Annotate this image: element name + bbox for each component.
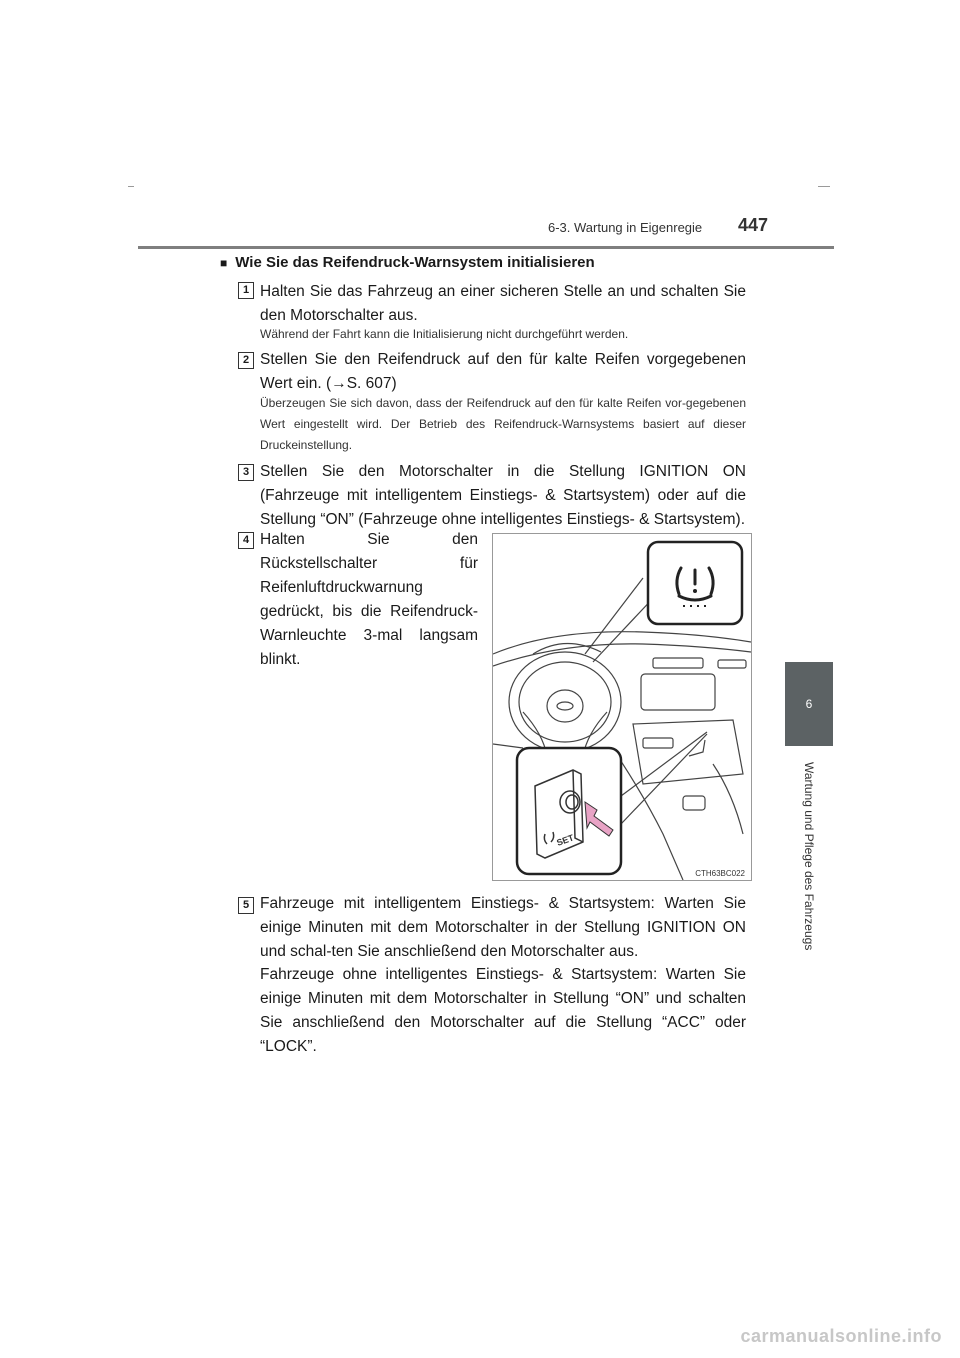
step-3-text: Stellen Sie den Motorschalter in die Stellung IGNITION ON (Fahrzeuge mit intelligentem Einstiegs- & Startsystem) oder auf die Stellung “ON” (Fahrzeuge ohne intelligentes Einstiegs- & Startsystem). bbox=[260, 463, 746, 528]
watermark: carmanualsonline.info bbox=[740, 1326, 942, 1346]
section-heading bbox=[220, 254, 595, 271]
step-5-text: Fahrzeuge mit intelligentem Einstiegs- & Startsystem: Warten Sie einige Minuten mit dem Motorschalter in der Stellung IGNITION ON und schal-ten Sie anschließend den Motorschalter aus. bbox=[260, 895, 746, 960]
step-2-text: Stellen Sie den Reifendruck auf den für kalte Reifen vorgegebenen Wert ein. (→S. 607) bbox=[260, 351, 746, 392]
step-number-2: 2 bbox=[238, 352, 254, 369]
step-5-text-alt: Fahrzeuge ohne intelligentes Einstiegs- & Startsystem: Warten Sie einige Minuten mit dem Motorschalter in Stellung “ON” und schalten Sie anschließend den Motorschalter auf die Stellung “ACC” oder “LOCK”. bbox=[260, 966, 746, 1055]
dashboard-illustration bbox=[492, 533, 752, 881]
step-1-text: Halten Sie das Fahrzeug an einer sicheren Stelle an und schalten Sie den Motorschalter aus. bbox=[260, 283, 746, 324]
page-number: 447 bbox=[738, 215, 769, 235]
chapter-tab: 6 bbox=[785, 662, 833, 746]
set-button-label: SET bbox=[555, 832, 576, 848]
dashboard-drawing bbox=[493, 534, 751, 880]
header-rule bbox=[138, 246, 834, 249]
step-4-text: Halten Sie den Rückstellschalter für Reifenluftdruckwarnung gedrückt, bis die Reifendruck-Warnleuchte 3-mal langsam blinkt. bbox=[260, 531, 478, 668]
step-number-5: 5 bbox=[238, 897, 254, 914]
running-header-section: 6-3. Wartung in Eigenregie bbox=[548, 220, 703, 235]
step-number-3: 3 bbox=[238, 464, 254, 481]
chapter-title-vertical: Wartung und Pflege des Fahrzeugs bbox=[802, 762, 816, 951]
figure-code: CTH63BC022 bbox=[695, 869, 745, 878]
square-bullet-icon: ■ bbox=[220, 256, 228, 270]
step-number-1: 1 bbox=[238, 282, 254, 299]
crop-mark-right bbox=[818, 186, 830, 187]
crop-mark-left bbox=[128, 186, 134, 187]
section-title: Wie Sie das Reifendruck-Warnsystem initialisieren bbox=[235, 254, 595, 271]
step-2-note: Überzeugen Sie sich davon, dass der Reifendruck auf den für kalte Reifen vor-gegebenen Wert eingestellt wird. Der Betrieb des Reifendruck-Warnsystems basiert auf dieser Druckeinstellung. bbox=[260, 396, 746, 452]
step-number-4: 4 bbox=[238, 532, 254, 549]
step-1-note: Während der Fahrt kann die Initialisierung nicht durchgeführt werden. bbox=[260, 327, 629, 341]
